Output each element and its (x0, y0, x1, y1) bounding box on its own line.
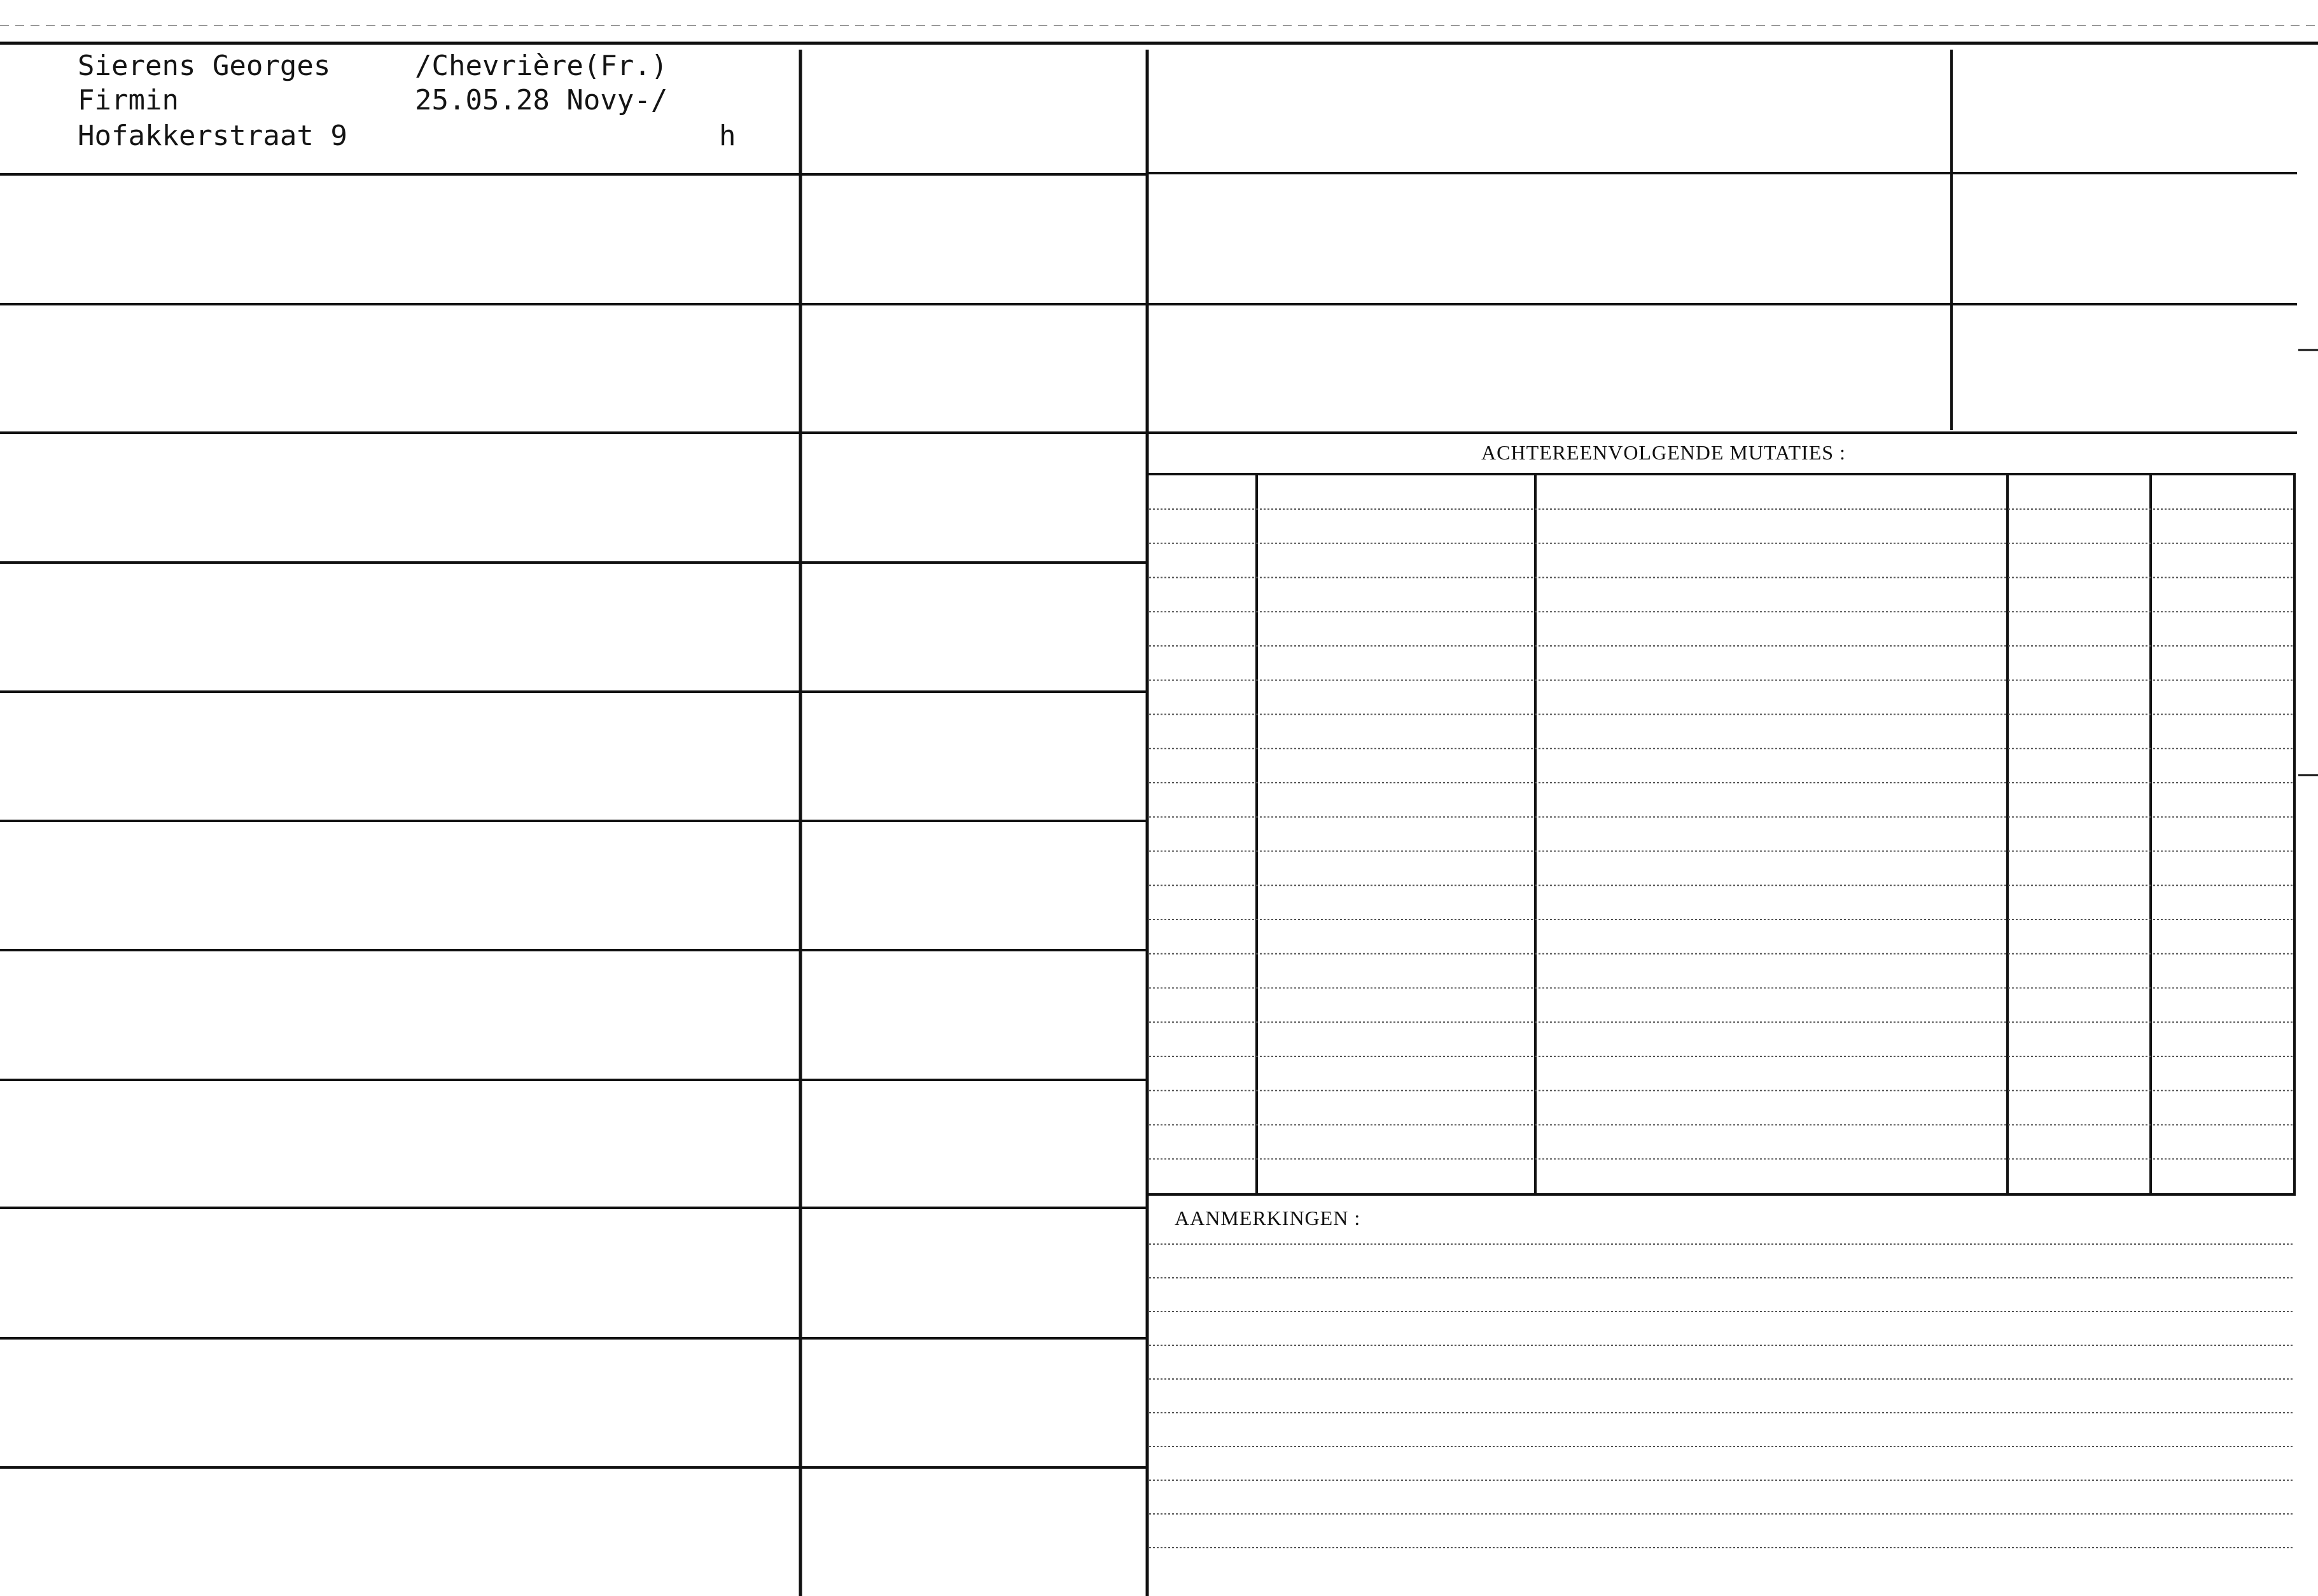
mutations-dotted-rows (1149, 509, 2293, 1159)
entry-address: Hofakkerstraat 9 (78, 120, 347, 152)
entry-second-name: Firmin (78, 84, 179, 116)
mutations-heading: ACHTEREENVOLGENDE MUTATIES : (1481, 441, 1846, 464)
entry-birth-date-place: 25.05.28 Novy-/ (415, 84, 668, 116)
entry-mark: h (719, 120, 736, 152)
left-panel-row-lines (0, 174, 1146, 1467)
remarks-heading: AANMERKINGEN : (1175, 1207, 1361, 1229)
remarks-dotted-rows (1149, 1244, 2294, 1548)
entry-name: Sierens Georges (78, 50, 331, 82)
entry-birthplace: /Chevrière(Fr.) (415, 50, 668, 82)
